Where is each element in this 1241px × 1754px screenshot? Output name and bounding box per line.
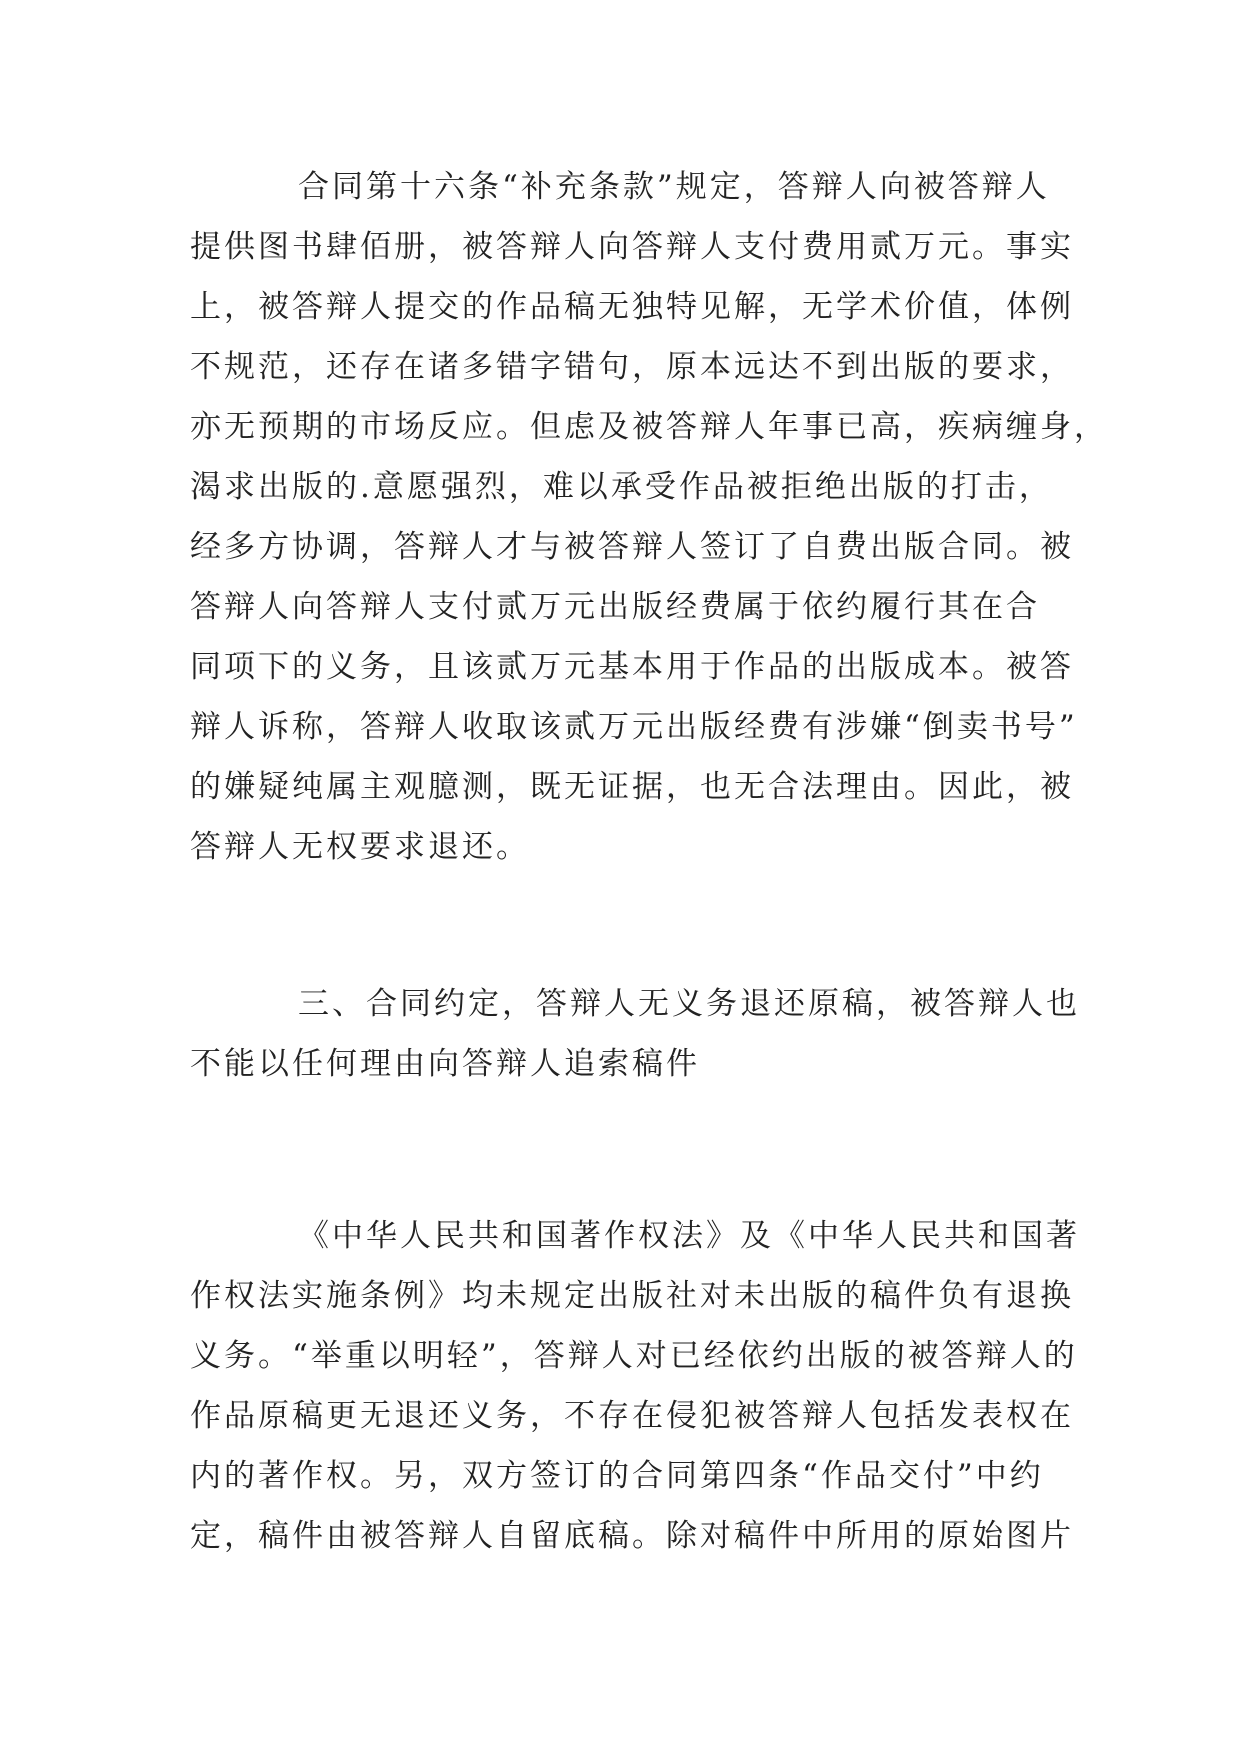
heading-line: 不能以任何理由向答辩人追索稿件 [190, 1046, 700, 1082]
text-line: 不规范，还存在诸多错字错句，原本远达不到出版的要求， [190, 349, 1074, 385]
paragraph-supplementary-clause [190, 157, 1108, 877]
text-line: 答辩人向答辩人支付贰万元出版经费属于依约履行其在合 [190, 589, 1040, 625]
text-line: 作品原稿更无退还义务，不存在侵犯被答辩人包括发表权在 [190, 1398, 1074, 1434]
text-line: 作权法实施条例》均未规定出版社对未出版的稿件负有退换 [190, 1278, 1074, 1314]
text-line: 亦无预期的市场反应。但虑及被答辩人年事已高，疾病缠身， [190, 409, 1108, 445]
text-line: 上，被答辩人提交的作品稿无独特见解，无学术价值，体例 [190, 289, 1074, 325]
text-line: 同项下的义务，且该贰万元基本用于作品的出版成本。被答 [190, 649, 1074, 685]
text-line: 定，稿件由被答辩人自留底稿。除对稿件中所用的原始图片 [190, 1518, 1074, 1554]
text-line: 渴求出版的.意愿强烈，难以承受作品被拒绝出版的打击， [190, 469, 1053, 505]
text-line: 辩人诉称，答辩人收取该贰万元出版经费有涉嫌“倒卖书号” [190, 709, 1078, 745]
paragraph-copyright-law [190, 1206, 1080, 1566]
section-heading-three [190, 974, 1080, 1094]
text-line: 经多方协调，答辩人才与被答辩人签订了自费出版合同。被 [190, 529, 1074, 565]
text-line: 提供图书肆佰册，被答辩人向答辩人支付费用贰万元。事实 [190, 229, 1074, 265]
text-line: 内的著作权。另，双方签订的合同第四条“作品交付”中约 [190, 1458, 1044, 1494]
text-line: 的嫌疑纯属主观臆测，既无证据，也无合法理由。因此，被 [190, 769, 1074, 805]
heading-line: 三、合同约定，答辩人无义务退还原稿，被答辩人也 [298, 986, 1080, 1022]
text-line: 答辩人无权要求退还。 [190, 829, 530, 865]
text-line: 合同第十六条“补充条款”规定，答辩人向被答辩人 [298, 169, 1050, 205]
text-line: 义务。“举重以明轻”，答辩人对已经依约出版的被答辩人的 [190, 1338, 1078, 1374]
text-line: 《中华人民共和国著作权法》及《中华人民共和国著 [298, 1218, 1080, 1254]
